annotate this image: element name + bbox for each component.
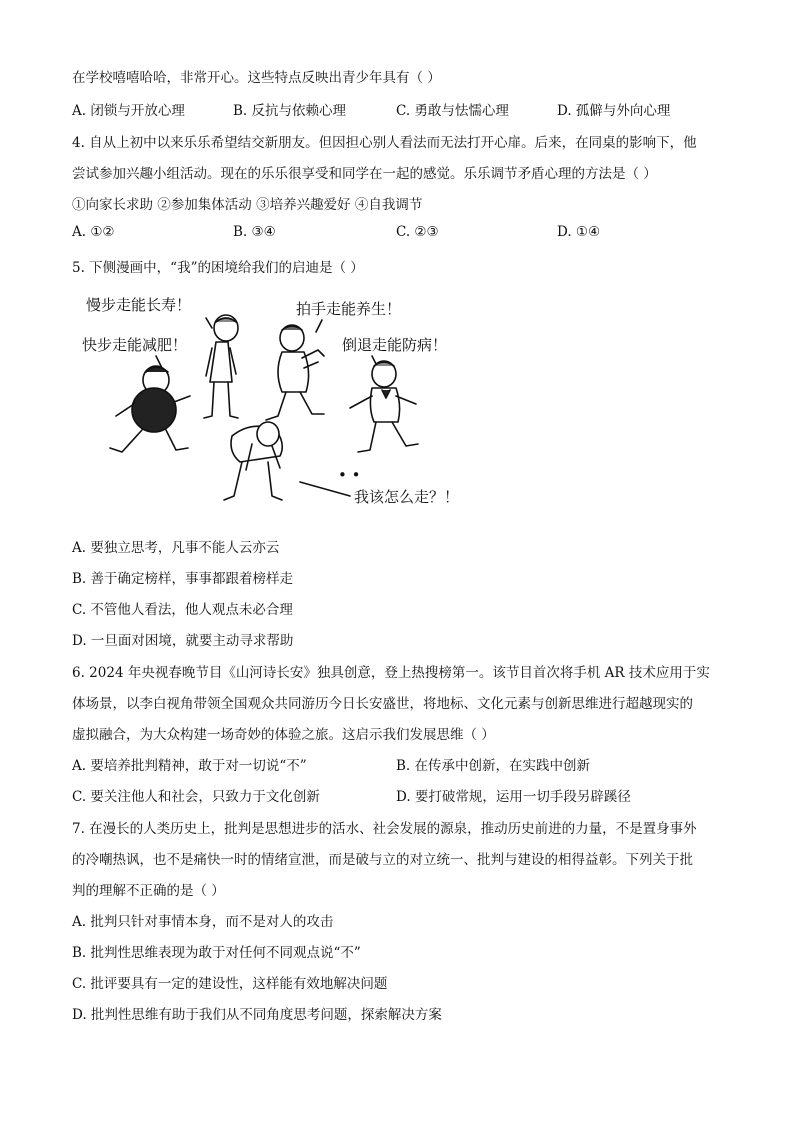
q4-option-a[interactable]: A. ①②: [72, 224, 115, 240]
speech-slow-walk: 慢步走能长寿！: [86, 296, 192, 314]
q7-stem-line-3: 判的理解不正确的是（ ）: [72, 883, 225, 899]
q7-stem-line-1: 7. 在漫长的人类历史上，批判是思想进步的活水、社会发展的源泉，推动历史前进的力量，不是置身事外: [72, 821, 697, 837]
speech-backward-walk: 倒退走能防病！: [342, 336, 448, 354]
q4-stem-line-2: 尝试参加兴趣小组活动。现在的乐乐很享受和同学在一起的感觉。乐乐调节矛盾心理的方法是（ ）: [72, 166, 657, 182]
pointer-line: [316, 320, 322, 332]
dots: • •: [338, 466, 361, 484]
q3-stem-tail: 在学校嘻嘻哈哈，非常开心。这些特点反映出青少年具有（ ）: [72, 70, 441, 86]
q4-option-d[interactable]: D. ①④: [557, 224, 601, 240]
q6-option-c[interactable]: C. 要关注他人和社会，只致力于文化创新: [72, 789, 320, 805]
q3-option-a[interactable]: A. 闭锁与开放心理: [72, 103, 185, 119]
pointer-line: [206, 318, 212, 328]
fast-walker-figure: [110, 366, 190, 452]
backward-walker-figure: [350, 361, 418, 452]
q5-option-c[interactable]: C. 不管他人看法，他人观点未必合理: [72, 602, 293, 618]
q3-option-d[interactable]: D. 孤僻与外向心理: [557, 103, 671, 119]
q6-option-b[interactable]: B. 在传承中创新，在实践中创新: [396, 758, 591, 774]
q6-stem-line-1: 6. 2024 年央视春晚节目《山河诗长安》独具创意，登上热搜榜第一。该节目首次将手机 AR 技术应用于实: [72, 665, 710, 681]
q5-stem: 5. 下侧漫画中，“我”的困境给我们的启迪是（ ）: [72, 260, 364, 276]
q4-option-c[interactable]: C. ②③: [396, 224, 439, 240]
q7-option-c[interactable]: C. 批评要具有一定的建设性，这样能有效地解决问题: [72, 976, 388, 992]
speech-fast-walk: 快步走能减肥！: [82, 336, 188, 354]
q5-option-b[interactable]: B. 善于确定榜样，事事都跟着榜样走: [72, 571, 294, 587]
q5-option-d[interactable]: D. 一旦面对困境，就要主动寻求帮助: [72, 633, 294, 649]
q3-option-b[interactable]: B. 反抗与依赖心理: [233, 103, 347, 119]
pointer-line: [300, 482, 350, 496]
q3-option-c[interactable]: C. 勇敢与怯懦心理: [396, 103, 509, 119]
q7-option-a[interactable]: A. 批判只针对事情本身，而不是对人的攻击: [72, 914, 334, 930]
q5-cartoon: [72, 284, 492, 520]
speech-me-confused: 我该怎么走？！: [354, 488, 460, 506]
speech-clap-walk: 拍手走能养生！: [296, 300, 402, 318]
clap-walker-figure: [266, 325, 324, 420]
q6-option-a[interactable]: A. 要培养批判精神，敢于对一切说“不”: [72, 758, 307, 774]
q5-option-a[interactable]: A. 要独立思考，凡事不能人云亦云: [72, 540, 280, 556]
q6-stem-line-2: 体场景，以李白视角带领全国观众共同游历今日长安盛世，将地标、文化元素与创新思维进行超越现实的: [72, 696, 693, 712]
q7-option-b[interactable]: B. 批判性思维表现为敢于对任何不同观点说“不”: [72, 945, 361, 961]
q6-option-d[interactable]: D. 要打破常规，运用一切手段另辟蹊径: [396, 789, 631, 805]
q4-option-b[interactable]: B. ③④: [233, 224, 276, 240]
q4-stem-line-1: 4. 自从上初中以来乐乐希望结交新朋友。但因担心别人看法而无法打开心扉。后来，在同桌的影响下，他: [72, 135, 697, 151]
slow-walker-figure: [204, 315, 238, 418]
q6-stem-line-3: 虚拟融合，为大众构建一场奇妙的体验之旅。这启示我们发展思维（ ）: [72, 727, 495, 743]
confused-me-figure: [224, 422, 360, 500]
q7-option-d[interactable]: D. 批判性思维有助于我们从不同角度思考问题，探索解决方案: [72, 1007, 442, 1023]
q4-items: ①向家长求助 ②参加集体活动 ③培养兴趣爱好 ④自我调节: [72, 197, 423, 213]
q7-stem-line-2: 的冷嘲热讽，也不是痛快一时的情绪宣泄，而是破与立的对立统一、批判与建设的相得益彰。下列关于批: [72, 852, 693, 868]
